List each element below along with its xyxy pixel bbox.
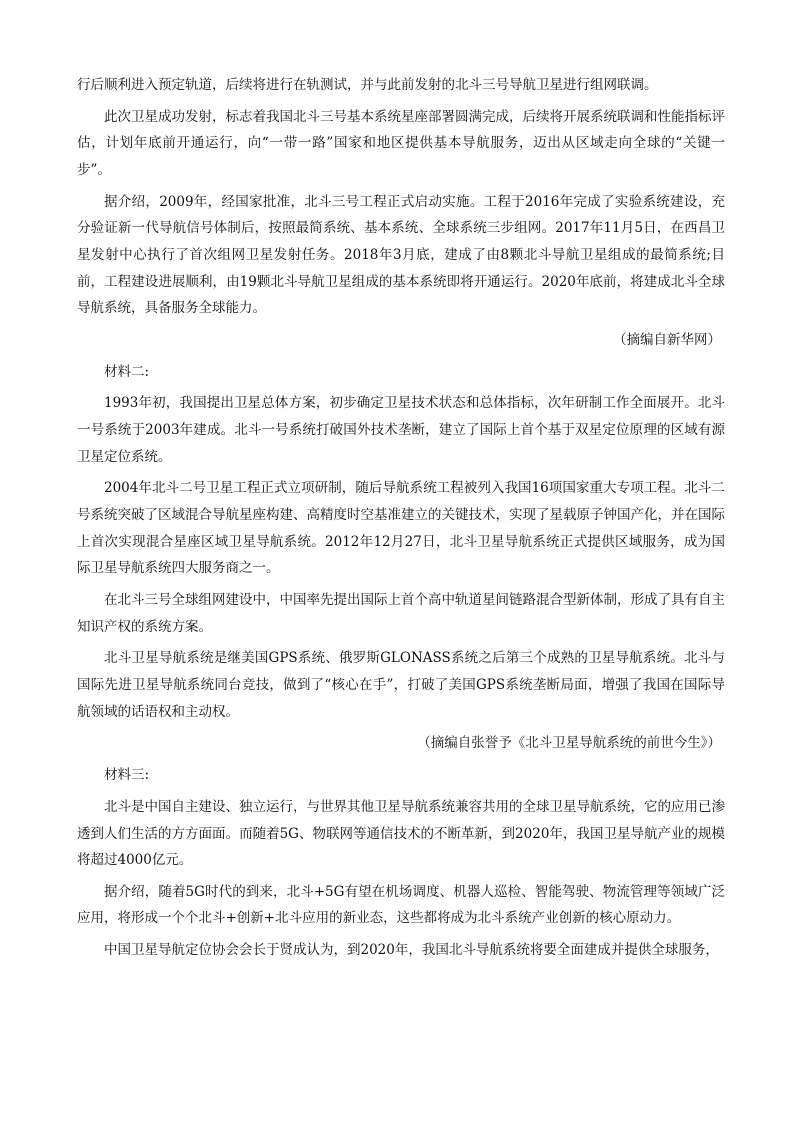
document-page <box>77 72 725 969</box>
paragraph: 据介绍，2009年，经国家批准，北斗三号工程正式启动实施。工程于2016年完成了实验系统建设，充分验证新一代导航信号体制后，按照最简系统、基本系统、全球系统三步组网。2017年11月5日，在西昌卫星发射中心执行了首次组网卫星发射任务。2018年3月底，建成了由8颗北斗导航卫星组成的最简系统;目前，工程建设进展顺利，由19颗北斗导航卫星组成的基本系统即将开通运行。2020年底前，将建成北斗全球导航系统，具备服务全球能力。 <box>77 193 725 317</box>
paragraph-continuation: 行后顺利进入预定轨道，后续将进行在轨测试，并与此前发射的北斗三号导航卫星进行组网联调。 <box>77 77 658 93</box>
paragraph: 2004年北斗二号卫星工程正式立项研制，随后导航系统工程被列入我国16项国家重大专项工程。北斗二号系统突破了区域混合导航星座构建、高精度时空基准建立的关键技术，实现了星载原子钟国产化，并在国际上首次实现混合星座区域卫星导航系统。2012年12月27日，北斗卫星导航系统正式提供区域服务，成为国际卫星导航系统四大服务商之一。 <box>77 480 725 577</box>
paragraph: 北斗卫星导航系统是继美国GPS系统、俄罗斯GLONASS系统之后第三个成熟的卫星导航系统。北斗与国际先进卫星导航系统同台竞技，做到了“核心在手”，打破了美国GPS系统垄断局面，增强了我国在国际导航领域的话语权和主动权。 <box>77 650 725 720</box>
paragraph: 据介绍，随着5G时代的到来，北斗+5G有望在机场调度、机器人巡检、智能驾驶、物流管理等领域广泛应用，将形成一个个北斗+创新+北斗应用的新业态，这些都将成为北斗系统产业创新的核心原动力。 <box>77 883 725 927</box>
paragraph: 中国卫星导航定位协会会长于贤成认为，到2020年，我国北斗导航系统将要全面建成并提供全球服务， <box>104 942 719 959</box>
paragraph: 北斗是中国自主建设、独立运行，与世界其他卫星导航系统兼容共用的全球卫星导航系统，它的应用已渗透到人们生活的方方面面。而随着5G、物联网等通信技术的不断革新，到2020年，我国卫星导航产业的规模将超过4000亿元。 <box>77 798 725 869</box>
paragraph: 在北斗三号全球组网建设中，中国率先提出国际上首个高中轨道星间链路混合型新体制，形成了具有自主知识产权的系统方案。 <box>77 592 725 635</box>
source-citation: （摘编自新华网） <box>613 331 721 348</box>
source-citation: （摘编自张誉予《北斗卫星导航系统的前世今生》） <box>417 735 721 752</box>
section-heading: 材料三: <box>104 767 150 784</box>
section-heading: 材料二: <box>104 363 150 380</box>
paragraph: 此次卫星成功发射，标志着我国北斗三号基本系统星座部署圆满完成，后续将开展系统联调和性能指标评估，计划年底前开通运行，向“一带一路”国家和地区提供基本导航服务，迈出从区域走向全球的“关键一步”。 <box>77 108 725 178</box>
paragraph: 1993年初，我国提出卫星总体方案，初步确定卫星技术状态和总体指标，次年研制工作全面展开。北斗一号系统于2003年建成。北斗一号系统打破国外技术垄断，建立了国际上首个基于双星定位原理的区域有源卫星定位系统。 <box>77 395 725 465</box>
